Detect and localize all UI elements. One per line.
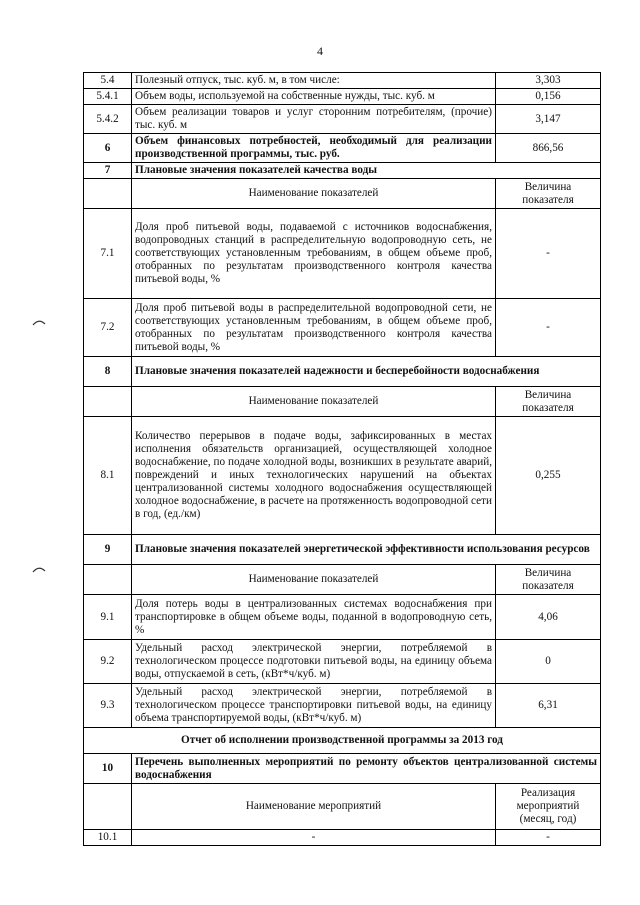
section-header-row [84,357,601,387]
column-header-value: Величина показателя [496,387,601,417]
column-header-name: Наименование показателей [132,387,496,417]
row-text: Доля проб питьевой воды, подаваемой с источников водоснабжения, водопроводных станций в распределительную водопроводную сеть, не соответствующих установленным требованиям, в общем объеме проб, отобранных по результатам производственного контроля качества питьевой воды, % [132,209,496,299]
row-text: Объем реализации товаров и услуг сторонним потребителям, (прочие) тыс. куб. м [132,105,496,134]
section-title: Плановые значения показателей надежности и бесперебойности водоснабжения [132,357,601,387]
table-row [84,134,601,163]
column-header-name: Наименование показателей [132,179,496,209]
table-row [84,105,601,134]
section-title: Плановые значения показателей энергетической эффективности использования ресурсов [132,535,601,565]
row-value: 3,147 [496,105,601,134]
row-number: 10.1 [84,830,132,846]
table-row [84,73,601,89]
table-row [84,830,601,846]
column-header-value: Величина показателя [496,179,601,209]
section-title: Перечень выполненных мероприятий по ремонту объектов централизованной системы водоснабжения [132,754,601,784]
row-number: 9.2 [84,640,132,684]
section-header-row [84,535,601,565]
row-value: 0,156 [496,89,601,105]
punch-mark [32,318,46,326]
row-number: 5.4.2 [84,105,132,134]
row-number: 8.1 [84,417,132,535]
row-number: 5.4 [84,73,132,89]
column-header-name: Наименование мероприятий [132,784,496,830]
table-row [84,684,601,728]
row-value: 4,06 [496,595,601,640]
section-number: 10 [84,754,132,784]
empty-cell [84,179,132,209]
row-value: - [496,830,601,846]
column-header-name: Наименование показателей [132,565,496,595]
row-value: 0,255 [496,417,601,535]
column-header-row [84,784,601,830]
page-number: 4 [317,44,323,58]
column-header-row [84,179,601,209]
table-row [84,209,601,299]
row-text: Количество перерывов в подаче воды, зафиксированных в местах исполнения обязательств организацией, осуществляющей холодное водоснабжение, по подаче холодной воды, возникших в результате аварий, повреждений и иных технологических нарушений на объектах централизованной системы холодного водоснабжения осуществляющей холодное водоснабжение, в расчете на протяженность водопроводной сети в год, (ед./км) [132,417,496,535]
row-value: - [496,209,601,299]
row-value: 6,31 [496,684,601,728]
row-text: Объем воды, используемой на собственные нужды, тыс. куб. м [132,89,496,105]
row-number: 9.1 [84,595,132,640]
table-row [84,89,601,105]
column-header-row [84,387,601,417]
row-value: 866,56 [496,134,601,163]
section-number: 7 [84,163,132,179]
row-text: Объем финансовых потребностей, необходимый для реализации производственной программы, тыс. руб. [132,134,496,163]
indicators-table [83,72,601,846]
section-header-row [84,754,601,784]
table-row [84,595,601,640]
section-number: 9 [84,535,132,565]
row-number: 6 [84,134,132,163]
row-number: 7.2 [84,299,132,357]
report-title: Отчет об исполнении производственной программы за 2013 год [84,728,601,754]
column-header-row [84,565,601,595]
row-value: - [496,299,601,357]
punch-mark [32,565,46,573]
empty-cell [84,387,132,417]
table-row [84,640,601,684]
column-header-value: Величина показателя [496,565,601,595]
empty-cell [84,784,132,830]
row-value: 3,303 [496,73,601,89]
row-number: 7.1 [84,209,132,299]
row-text: Полезный отпуск, тыс. куб. м, в том числе: [132,73,496,89]
row-text: Доля проб питьевой воды в распределительной водопроводной сети, не соответствующих установленным требованиям, в общем объеме проб, отобранных по результатам производственного контроля качества питьевой воды, % [132,299,496,357]
table-row [84,299,601,357]
table-row [84,417,601,535]
row-text: Удельный расход электрической энергии, потребляемой в технологическом процессе транспортировки питьевой воды, на единицу объема транспортируемой воды, (кВт*ч/куб. м) [132,684,496,728]
row-text: Удельный расход электрической энергии, потребляемой в технологическом процессе подготовки питьевой воды, на единицу объема воды, отпускаемой в сеть, (кВт*ч/куб. м) [132,640,496,684]
report-title-row [84,728,601,754]
row-text: - [132,830,496,846]
empty-cell [84,565,132,595]
row-value: 0 [496,640,601,684]
column-header-value: Реализация мероприятий (месяц, год) [496,784,601,830]
section-title: Плановые значения показателей качества воды [132,163,601,179]
section-number: 8 [84,357,132,387]
row-number: 9.3 [84,684,132,728]
row-text: Доля потерь воды в централизованных системах водоснабжения при транспортировке в общем объеме воды, поданной в водопроводную сеть, % [132,595,496,640]
row-number: 5.4.1 [84,89,132,105]
section-header-row [84,163,601,179]
